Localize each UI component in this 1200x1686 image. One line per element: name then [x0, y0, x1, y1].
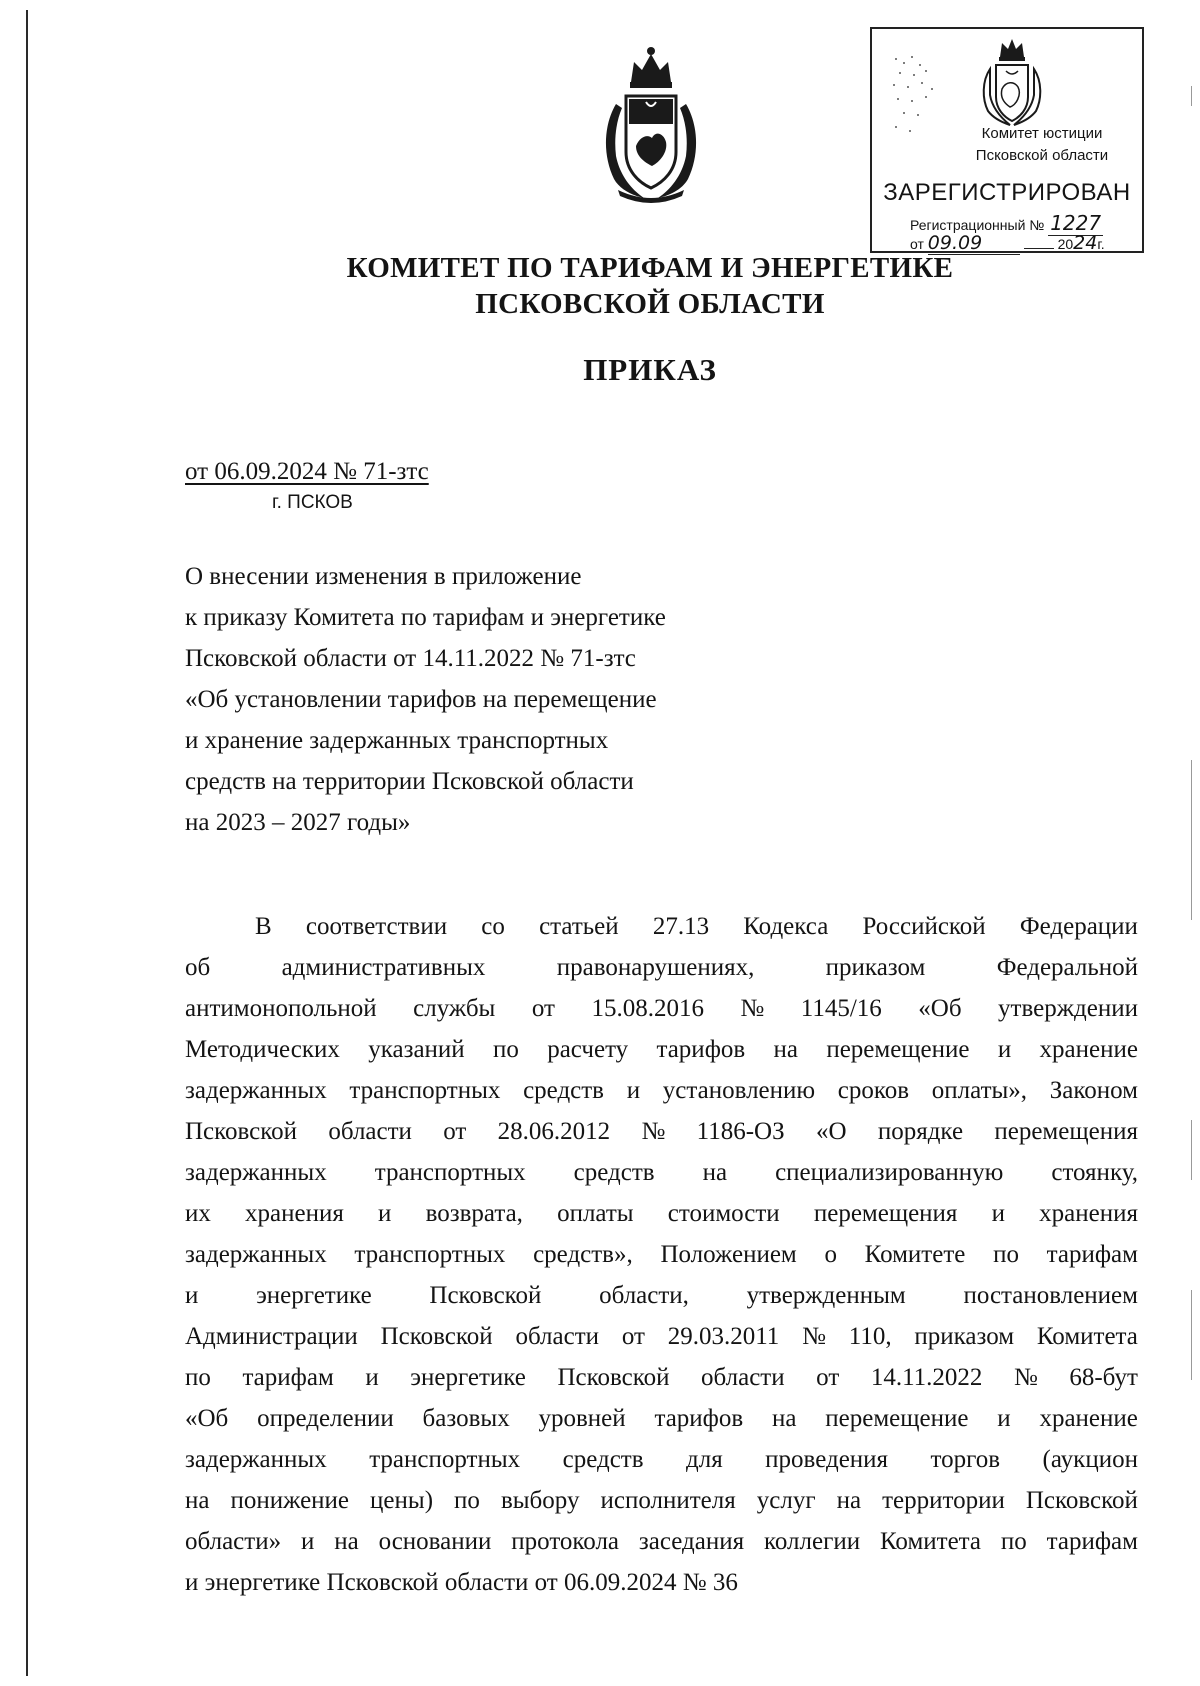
registration-stamp	[870, 27, 1144, 253]
scan-artifact	[1191, 1290, 1192, 1380]
scan-artifact	[1191, 86, 1192, 106]
stamp-reg-number: 1227	[1050, 211, 1102, 235]
order-body-paragraph	[185, 906, 1138, 1603]
body-line: по тарифам и энергетике Псковской области от 14.11.2022 № 68-бут	[185, 1364, 1138, 1391]
subject-line: к приказу Комитета по тарифам и энергетике	[185, 604, 666, 631]
org-title-line2: ПСКОВСКОЙ ОБЛАСТИ	[475, 288, 825, 320]
subject-line: и хранение задержанных транспортных	[185, 727, 609, 754]
order-subject	[185, 556, 825, 843]
order-number: от 06.09.2024 № 71-зтс	[185, 458, 429, 485]
scan-artifact	[1191, 760, 1192, 920]
subject-line: на 2023 – 2027 годы»	[185, 809, 411, 836]
stamp-emblem-icon	[976, 35, 1048, 127]
subject-line: средств на территории Псковской области	[185, 768, 634, 795]
subject-line: О внесении изменения в приложение	[185, 563, 582, 590]
body-line: на понижение цены) по выбору исполнителя услуг на территории Псковской	[185, 1487, 1138, 1514]
body-line: задержанных транспортных средств», Положением о Комитете по тарифам	[185, 1241, 1138, 1268]
body-line: антимонопольной службы от 15.08.2016 № 1145/16 «Об утверждении	[185, 995, 1138, 1022]
body-line: области» и на основании протокола заседания коллегии Комитета по тарифам	[185, 1528, 1138, 1555]
order-city: г. ПСКОВ	[272, 492, 353, 513]
body-line: их хранения и возврата, оплаты стоимости перемещения и хранения	[185, 1200, 1138, 1227]
body-line: Администрации Псковской области от 29.03.2011 № 110, приказом Комитета	[185, 1323, 1138, 1350]
stamp-status: ЗАРЕГИСТРИРОВАН	[883, 179, 1131, 206]
body-line: и энергетике Псковской области, утвержденным постановлением	[185, 1282, 1138, 1309]
body-line: задержанных транспортных средств для проведения торгов (аукцион	[185, 1446, 1138, 1473]
body-line: Методических указаний по расчету тарифов на перемещение и хранение	[185, 1036, 1138, 1063]
stamp-date-prefix: от	[910, 236, 924, 252]
body-line: задержанных транспортных средств на специализированную стоянку,	[185, 1159, 1138, 1186]
body-line: задержанных транспортных средств и установлению сроков оплаты», Законом	[185, 1077, 1138, 1104]
document-type-title: ПРИКАЗ	[583, 352, 717, 387]
body-line: об административных правонарушениях, приказом Федеральной	[185, 954, 1138, 981]
body-line: В соответствии со статьей 27.13 Кодекса Российской Федерации	[255, 913, 1138, 940]
org-title-line1: КОМИТЕТ ПО ТАРИФАМ И ЭНЕРГЕТИКЕ	[346, 252, 954, 284]
stamp-org-line1: Комитет юстиции	[981, 125, 1103, 142]
scan-left-edge	[26, 10, 28, 1676]
body-line: «Об определении базовых уровней тарифов на перемещение и хранение	[185, 1405, 1138, 1432]
stamp-date-year-prefix: 20	[1057, 236, 1074, 252]
body-line: и энергетике Псковской области от 06.09.2024 № 36	[185, 1569, 738, 1596]
subject-line: «Об установлении тарифов на перемещение	[185, 686, 657, 713]
coat-of-arms-icon	[596, 44, 706, 204]
scan-artifact	[1191, 1120, 1192, 1180]
stamp-date-year-suffix: 24	[1073, 232, 1098, 254]
stamp-date-day-month: 09.09	[927, 232, 983, 254]
stamp-org-line2: Псковской области	[975, 147, 1109, 164]
subject-line: Псковской области от 14.11.2022 № 71-зтс	[185, 645, 636, 672]
body-line: Псковской области от 28.06.2012 № 1186-ОЗ «О порядке перемещения	[185, 1118, 1138, 1145]
stamp-date-suffix: г.	[1097, 236, 1105, 252]
stamp-reg-label: Регистрационный №	[910, 217, 1045, 233]
